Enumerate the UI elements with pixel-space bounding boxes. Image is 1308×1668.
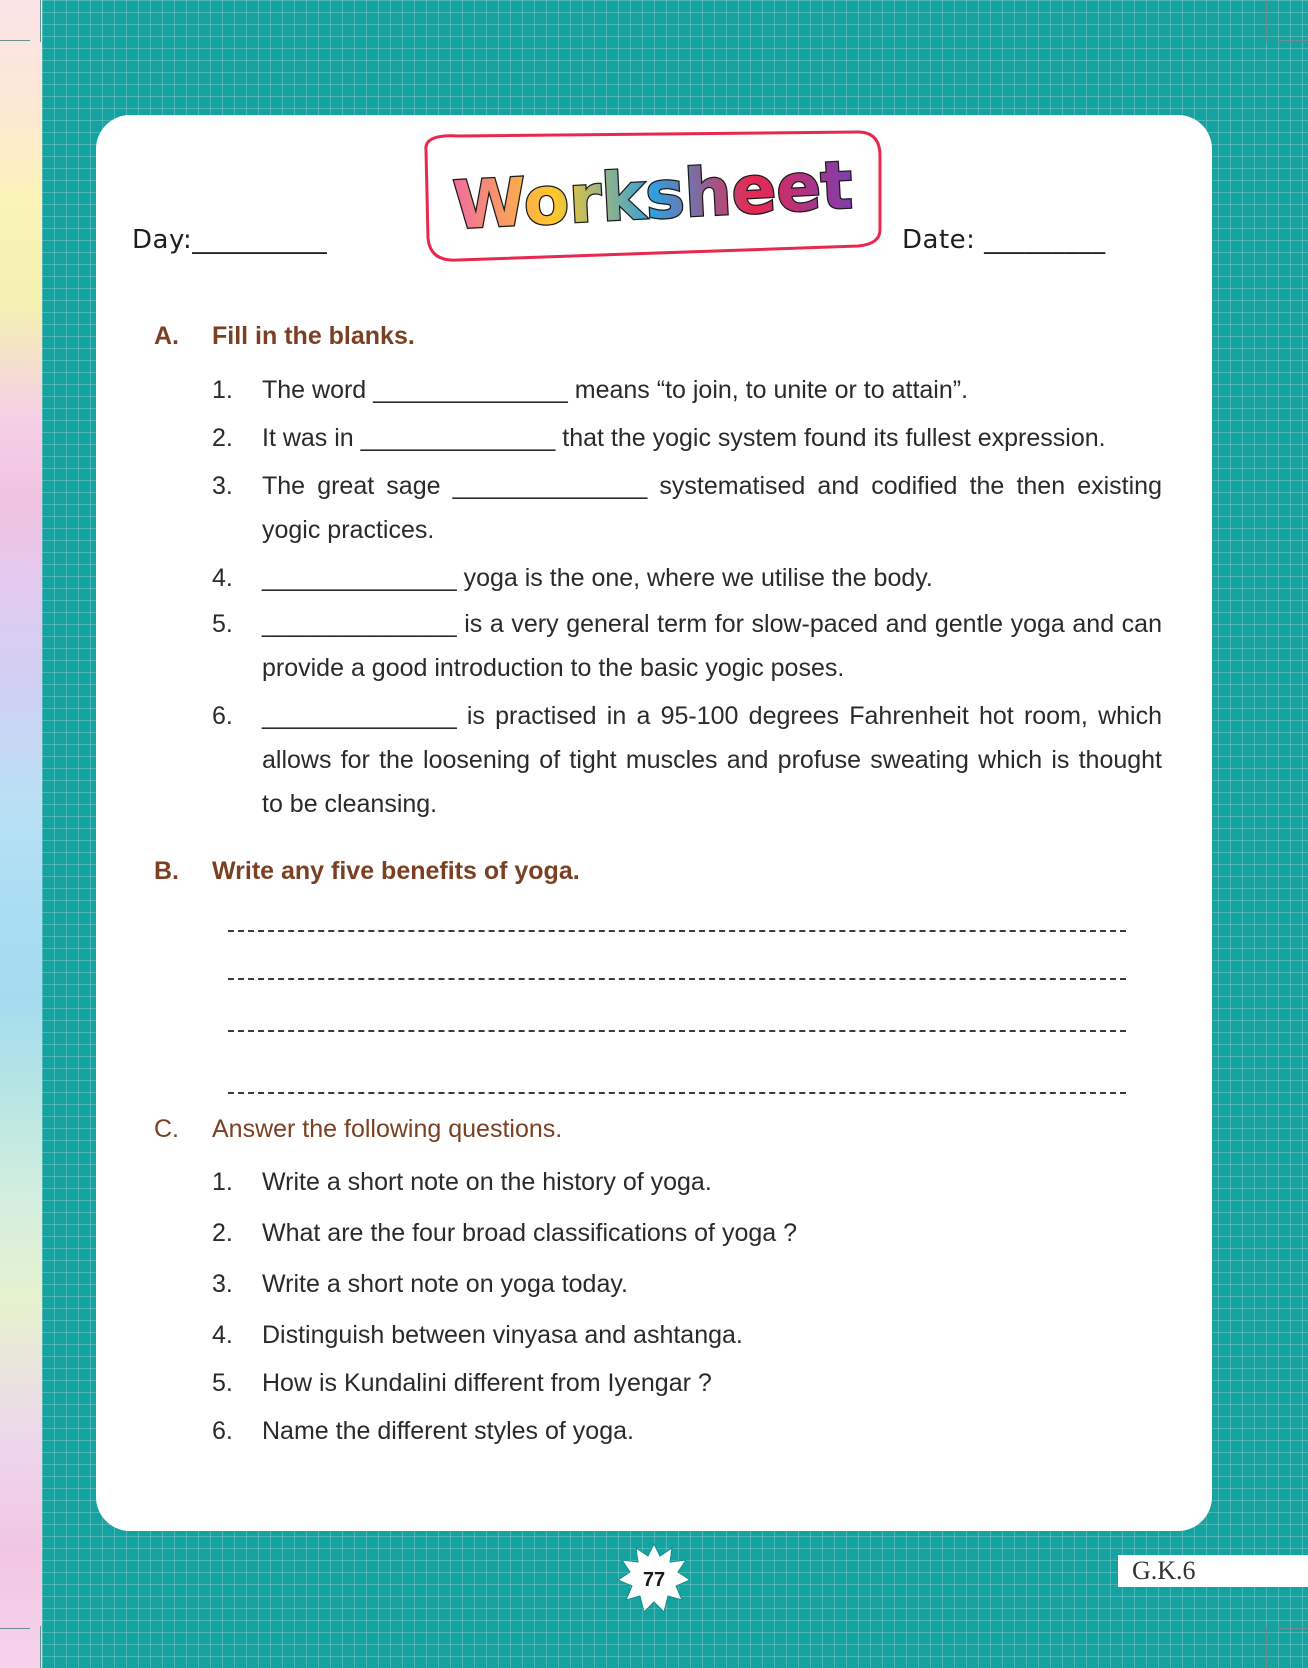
date-field: Date: _________ bbox=[902, 225, 1106, 255]
section-b-heading: Write any five benefits of yoga. bbox=[212, 857, 580, 885]
c-item-number: 3. bbox=[212, 1270, 233, 1298]
a-item-number: 6. bbox=[212, 702, 233, 730]
a-item-text: ______________ is a very general term for slow-paced and gentle yoga and can provide a good introduction to the basic yogic poses. bbox=[262, 610, 1162, 682]
crop-mark bbox=[1266, 0, 1267, 42]
section-c-letter: C. bbox=[154, 1115, 179, 1143]
c-item-number: 1. bbox=[212, 1168, 233, 1196]
section-a-heading: Fill in the blanks. bbox=[212, 322, 415, 350]
c-item-number: 4. bbox=[212, 1321, 233, 1349]
answer-line[interactable] bbox=[228, 1092, 1126, 1094]
a-item-number: 4. bbox=[212, 564, 233, 592]
rainbow-edge-strip bbox=[0, 0, 42, 1668]
a-item-text: The word ______________ means “to join, to unite or to attain”. bbox=[262, 376, 969, 404]
worksheet-title-logo bbox=[418, 128, 888, 268]
page-number: 77 bbox=[642, 1569, 666, 1591]
section-c-heading: Answer the following questions. bbox=[212, 1115, 563, 1143]
a-item-number: 3. bbox=[212, 472, 233, 500]
c-item-text: Name the different styles of yoga. bbox=[262, 1417, 634, 1445]
crop-mark bbox=[40, 0, 41, 42]
c-item-text: Distinguish between vinyasa and ashtanga. bbox=[262, 1321, 743, 1349]
a-item-text: ______________ is practised in a 95-100 degrees Fahrenheit hot room, which allows for the loosening of tight muscles and profuse sweating which is thought to be cleansing. bbox=[262, 702, 1162, 818]
a-item-text: ______________ yoga is the one, where we utilise the body. bbox=[262, 564, 933, 592]
worksheet-title: Worksheet bbox=[451, 146, 855, 245]
a-item-text: The great sage ______________ systematised and codified the then existing yogic practices. bbox=[262, 472, 1162, 544]
day-field: Day:__________ bbox=[132, 225, 328, 255]
answer-line[interactable] bbox=[228, 930, 1126, 932]
crop-mark bbox=[40, 1626, 41, 1668]
c-item-text: What are the four broad classifications of yoga ? bbox=[262, 1219, 798, 1247]
c-item-text: Write a short note on the history of yoga. bbox=[262, 1168, 712, 1196]
crop-mark bbox=[0, 40, 30, 41]
c-item-number: 5. bbox=[212, 1369, 233, 1397]
book-code: G.K.6 bbox=[1118, 1555, 1308, 1587]
a-item-text: It was in ______________ that the yogic system found its fullest expression. bbox=[262, 424, 1106, 452]
answer-line[interactable] bbox=[228, 1030, 1126, 1032]
crop-mark bbox=[1266, 1626, 1267, 1668]
a-item-number: 2. bbox=[212, 424, 233, 452]
section-b-letter: B. bbox=[154, 857, 179, 885]
crop-mark bbox=[1278, 40, 1308, 41]
c-item-number: 6. bbox=[212, 1417, 233, 1445]
c-item-text: How is Kundalini different from Iyengar ? bbox=[262, 1369, 712, 1397]
crop-mark bbox=[1278, 1628, 1308, 1629]
crop-mark bbox=[0, 1628, 30, 1629]
c-item-number: 2. bbox=[212, 1219, 233, 1247]
a-item-number: 5. bbox=[212, 610, 233, 638]
page-number-badge bbox=[618, 1542, 690, 1614]
c-item-text: Write a short note on yoga today. bbox=[262, 1270, 628, 1298]
a-item-number: 1. bbox=[212, 376, 233, 404]
section-a-letter: A. bbox=[154, 322, 179, 350]
answer-line[interactable] bbox=[228, 978, 1126, 980]
